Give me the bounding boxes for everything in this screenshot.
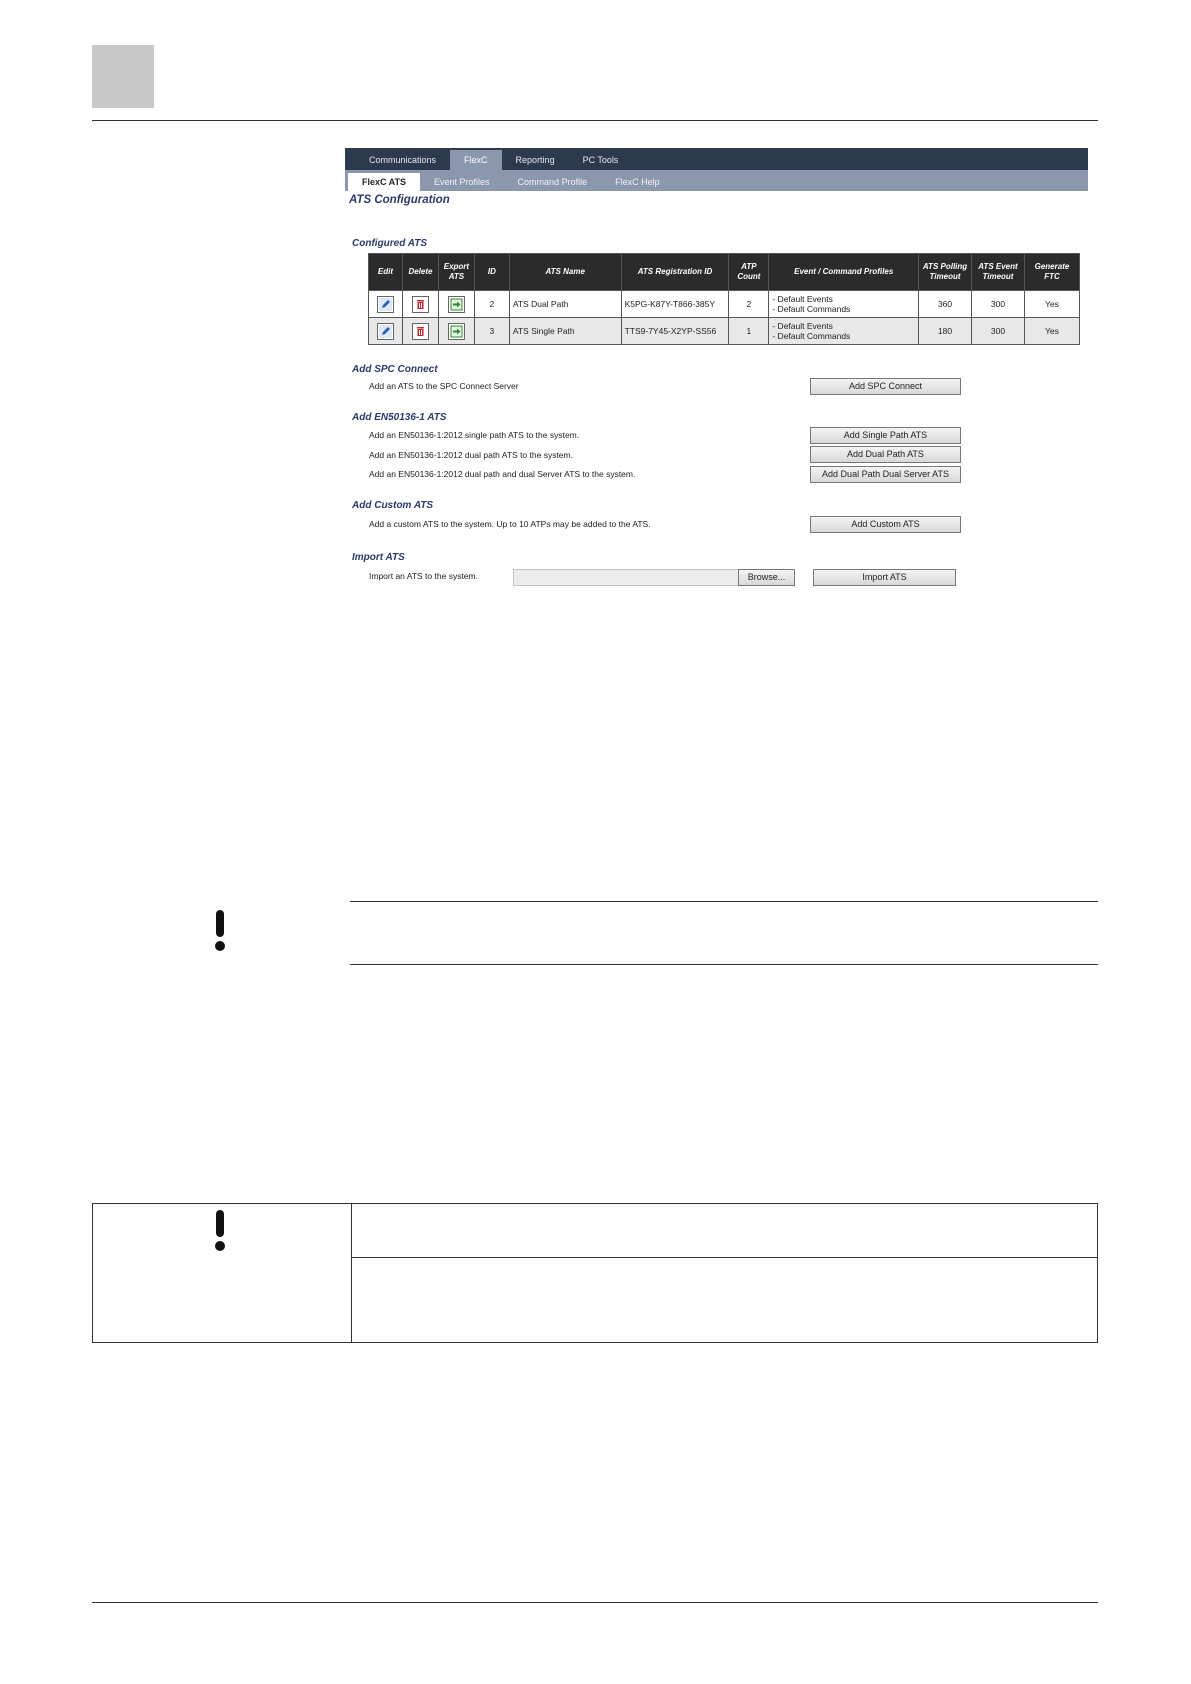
col-header-profiles: Event / Command Profiles <box>769 254 919 291</box>
warning-table-divider <box>351 1204 352 1342</box>
cell-id: 2 <box>474 291 509 318</box>
tab-reporting[interactable]: Reporting <box>515 155 555 165</box>
exclamation-icon <box>212 1210 228 1257</box>
tab-command-profile[interactable]: Command Profile <box>517 177 588 187</box>
warning-table-row-divider <box>351 1257 1097 1258</box>
import-ats-button[interactable]: Import ATS <box>813 569 956 586</box>
tab-flexc-help[interactable]: FlexC Help <box>615 177 660 187</box>
cell-atp-count: 1 <box>729 318 769 345</box>
cell-registration-id: TTS9-7Y45-X2YP-SS56 <box>621 318 729 345</box>
tab-flexc-ats[interactable]: FlexC ATS <box>348 173 420 191</box>
cell-ats-name: ATS Single Path <box>509 318 621 345</box>
cell-event-timeout: 300 <box>972 318 1025 345</box>
add-single-path-ats-button[interactable]: Add Single Path ATS <box>810 427 961 444</box>
add-dual-path-dual-server-ats-button[interactable]: Add Dual Path Dual Server ATS <box>810 466 961 483</box>
import-ats-heading: Import ATS <box>352 552 405 563</box>
table-row <box>369 318 1080 345</box>
export-cell <box>438 318 474 345</box>
profile-commands: - Default Commands <box>772 304 851 314</box>
browse-button[interactable]: Browse... <box>738 569 795 586</box>
single-path-description: Add an EN50136-1:2012 single path ATS to the system. <box>369 430 580 440</box>
tab-pc-tools[interactable]: PC Tools <box>582 155 619 165</box>
delete-icon[interactable] <box>412 323 429 340</box>
tab-communications[interactable]: Communications <box>369 155 437 165</box>
delete-cell <box>402 318 438 345</box>
table-row <box>369 291 1080 318</box>
note-top-rule <box>350 901 1098 902</box>
delete-icon[interactable] <box>412 296 429 313</box>
ats-configuration-screenshot <box>345 148 1088 598</box>
sub-tab-bar <box>345 170 1088 191</box>
col-header-polling-timeout: ATS Polling Timeout <box>919 254 972 291</box>
note-bottom-rule <box>350 964 1098 965</box>
import-file-field[interactable] <box>513 569 739 586</box>
cell-ats-name: ATS Dual Path <box>509 291 621 318</box>
col-header-id: ID <box>474 254 509 291</box>
cell-event-timeout: 300 <box>972 291 1025 318</box>
custom-ats-heading: Add Custom ATS <box>352 500 434 511</box>
delete-cell <box>402 291 438 318</box>
en50136-heading: Add EN50136-1 ATS <box>352 412 447 423</box>
edit-cell <box>369 291 403 318</box>
custom-ats-description: Add a custom ATS to the system. Up to 10 ATPs may be added to the ATS. <box>369 519 651 529</box>
cell-registration-id: K5PG-K87Y-T866-385Y <box>621 291 729 318</box>
cell-profiles <box>769 318 919 345</box>
table-header-row <box>369 254 1080 291</box>
col-header-export: Export ATS <box>438 254 474 291</box>
cell-polling-timeout: 180 <box>919 318 972 345</box>
chapter-marker <box>92 45 154 108</box>
warning-table <box>92 1203 1098 1343</box>
cell-profiles <box>769 291 919 318</box>
export-icon[interactable] <box>448 323 465 340</box>
spc-connect-heading: Add SPC Connect <box>352 364 438 375</box>
cell-id: 3 <box>474 318 509 345</box>
profile-events: - Default Events <box>772 321 833 331</box>
col-header-atp-count: ATP Count <box>729 254 769 291</box>
edit-cell <box>369 318 403 345</box>
tab-event-profiles[interactable]: Event Profiles <box>434 177 490 187</box>
main-tab-bar <box>345 148 1088 170</box>
dual-path-description: Add an EN50136-1:2012 dual path ATS to the system. <box>369 450 573 460</box>
configured-ats-heading: Configured ATS <box>352 238 427 249</box>
col-header-ats-name: ATS Name <box>509 254 621 291</box>
exclamation-icon <box>212 910 228 957</box>
col-header-delete: Delete <box>402 254 438 291</box>
col-header-edit: Edit <box>369 254 403 291</box>
add-custom-ats-button[interactable]: Add Custom ATS <box>810 516 961 533</box>
edit-icon[interactable] <box>377 323 394 340</box>
edit-icon[interactable] <box>377 296 394 313</box>
col-header-registration-id: ATS Registration ID <box>621 254 729 291</box>
tab-flexc[interactable]: FlexC <box>450 150 502 170</box>
header-rule <box>92 120 1098 121</box>
add-dual-path-ats-button[interactable]: Add Dual Path ATS <box>810 446 961 463</box>
cell-polling-timeout: 360 <box>919 291 972 318</box>
add-spc-connect-button[interactable]: Add SPC Connect <box>810 378 961 395</box>
export-cell <box>438 291 474 318</box>
profile-commands: - Default Commands <box>772 331 851 341</box>
col-header-event-timeout: ATS Event Timeout <box>972 254 1025 291</box>
footer-rule <box>92 1602 1098 1603</box>
cell-atp-count: 2 <box>729 291 769 318</box>
col-header-generate-ftc: Generate FTC <box>1024 254 1079 291</box>
cell-generate-ftc: Yes <box>1024 318 1079 345</box>
import-ats-description: Import an ATS to the system. <box>369 571 478 581</box>
export-icon[interactable] <box>448 296 465 313</box>
page-title: ATS Configuration <box>349 194 450 206</box>
cell-generate-ftc: Yes <box>1024 291 1079 318</box>
dual-server-description: Add an EN50136-1:2012 dual path and dual Server ATS to the system. <box>369 469 636 479</box>
profile-events: - Default Events <box>772 294 833 304</box>
configured-ats-table <box>368 253 1080 345</box>
spc-connect-description: Add an ATS to the SPC Connect Server <box>369 381 519 391</box>
